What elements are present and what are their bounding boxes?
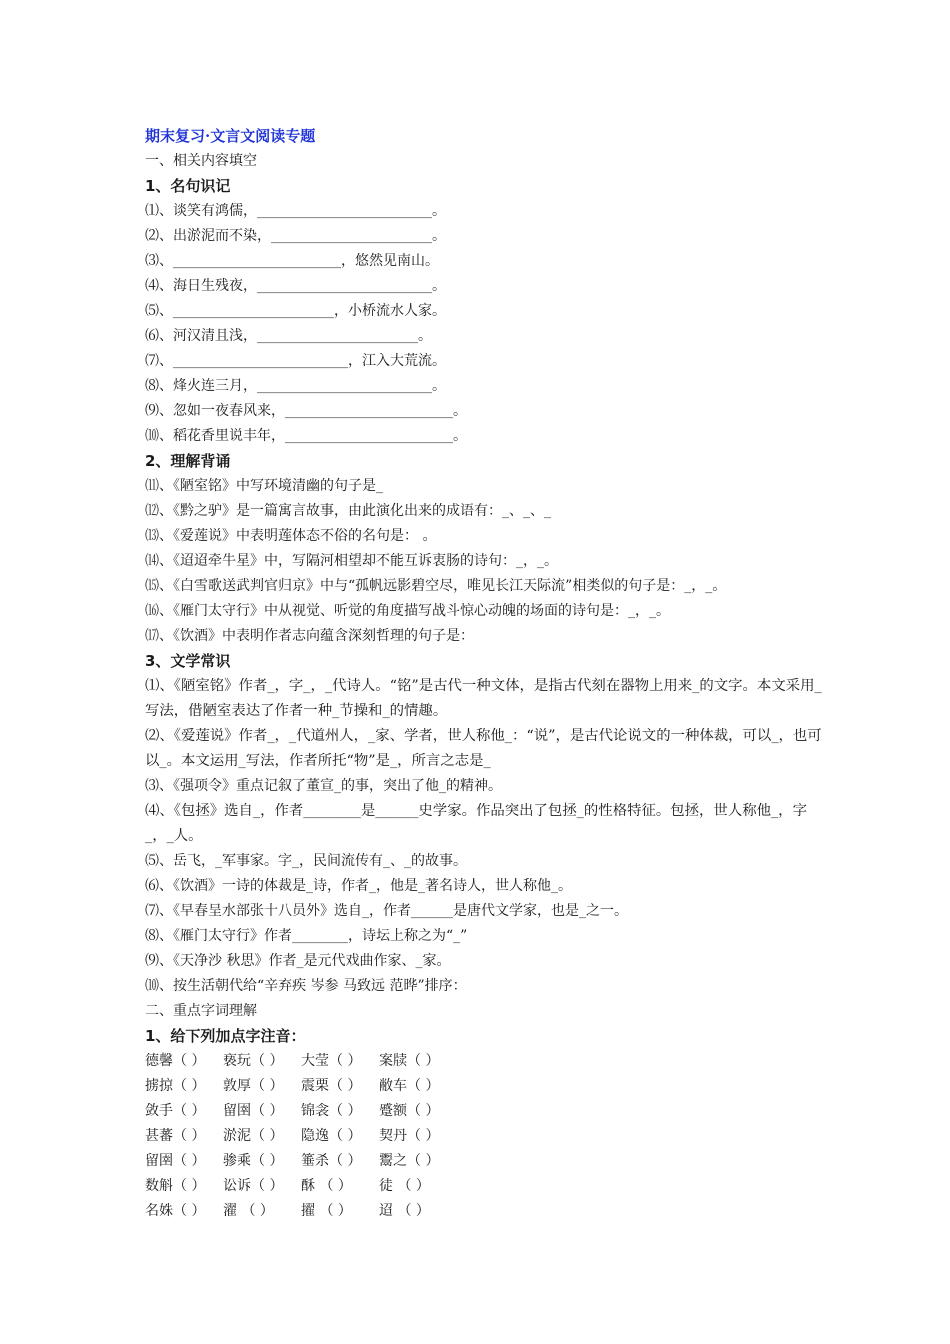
grid-cell: 案牍（ ） xyxy=(379,1053,440,1069)
grid-row xyxy=(145,1199,825,1224)
grid-cell: 迢 （ ） xyxy=(379,1203,430,1219)
question-line: ⑸、_______________________，小桥流水人家。 xyxy=(145,303,446,319)
grid-cell: 濯 （ ） xyxy=(223,1203,274,1219)
grid-cell: 敦厚（ ） xyxy=(223,1078,284,1094)
grid-cell: 隐逸（ ） xyxy=(301,1128,362,1144)
question-line: ⑷、海日生残夜，_________________________。 xyxy=(145,278,446,294)
question-paragraph: ⑵、《爱莲说》作者_，_代道州人，_家、学者，世人称他_：“说”，是古代论说文的一种体裁，可以_，也可以_。本文运用_写法，作者所托“物”是_，所言之志是_ xyxy=(145,728,822,769)
grid-cell: 骖乘（ ） xyxy=(223,1153,284,1169)
question-paragraph: ⑷、《包拯》选自_，作者________是______史学家。作品突出了包拯_的性格特征。包拯，世人称他_，字_，_人。 xyxy=(145,803,807,844)
grid-cell: 留圉（ ） xyxy=(223,1103,284,1119)
grid-cell: 敛手（ ） xyxy=(145,1103,206,1119)
question-line: ⑹、河汉清且浅，_______________________。 xyxy=(145,328,432,344)
section-heading: 1、名句识记 xyxy=(145,177,231,195)
question-line: ⑹、《饮酒》一诗的体裁是_诗，作者_，他是_著名诗人，世人称他_。 xyxy=(145,878,572,894)
section-heading: 2、理解背诵 xyxy=(145,452,231,470)
question-line: ⑵、出淤泥而不染，_______________________。 xyxy=(145,228,446,244)
grid-cell: 淤泥（ ） xyxy=(223,1128,284,1144)
grid-cell: 留圉（ ） xyxy=(145,1153,206,1169)
grid-cell: 掳掠（ ） xyxy=(145,1078,206,1094)
grid-cell: 亵玩（ ） xyxy=(223,1053,284,1069)
grid-cell: 甚蕃（ ） xyxy=(145,1128,206,1144)
question-line: ⑺、_________________________，江入大荒流。 xyxy=(145,353,446,369)
page-title: 期末复习·文言文阅读专题 xyxy=(145,127,316,145)
grid-cell: 契丹（ ） xyxy=(379,1128,440,1144)
question-line: ⑽、稻花香里说丰年，________________________。 xyxy=(145,428,467,444)
grid-row xyxy=(145,1149,825,1174)
question-line: ⑽、按生活朝代给“辛弃疾 岑参 马致远 范晔”排序： xyxy=(145,978,467,994)
question-line: ⒁、《迢迢牵牛星》中，写隔河相望却不能互诉衷肠的诗句：_，_。 xyxy=(145,553,558,569)
question-line: ⑾、《陋室铭》中写环境清幽的句子是_ xyxy=(145,478,383,494)
question-line: ⑶、《强项令》重点记叙了董宣_的事，突出了他_的精神。 xyxy=(145,778,502,794)
question-line: ⑸、岳飞，_军事家。字_，民间流传有_、_的故事。 xyxy=(145,853,467,869)
grid-cell: 德馨（ ） xyxy=(145,1053,206,1069)
grid-row xyxy=(145,1124,825,1149)
grid-cell: 敝车（ ） xyxy=(379,1078,440,1094)
question-line: ⑻、烽火连三月，_________________________。 xyxy=(145,378,446,394)
question-line: ⑼、忽如一夜春风来，________________________。 xyxy=(145,403,467,419)
grid-row xyxy=(145,1049,825,1074)
grid-row xyxy=(145,1099,825,1124)
grid-cell: 鬻之（ ） xyxy=(379,1153,440,1169)
part-heading: 二、重点字词理解 xyxy=(145,1003,257,1019)
grid-cell: 锦衾（ ） xyxy=(301,1103,362,1119)
section-heading: 3、文学常识 xyxy=(145,652,231,670)
part-heading: 一、相关内容填空 xyxy=(145,153,257,169)
section-heading: 1、给下列加点字注音： xyxy=(145,1027,306,1045)
question-line: ⑺、《早春呈水部张十八员外》选自_，作者______是唐代文学家，也是_之一。 xyxy=(145,903,628,919)
pinyin-grid xyxy=(145,1049,825,1224)
question-paragraph: ⑴、《陋室铭》作者_，字_，_代诗人。“铭”是古代一种文体，是指古代刻在器物上用来_的文字。本文采用_写法，借陋室表达了作者一种_节操和_的情趣。 xyxy=(145,678,822,719)
grid-cell: 震栗（ ） xyxy=(301,1078,362,1094)
document-body xyxy=(145,124,825,1224)
grid-row xyxy=(145,1174,825,1199)
grid-cell: 讼诉（ ） xyxy=(223,1178,284,1194)
question-line: ⒄、《饮酒》中表明作者志向蕴含深刻哲理的句子是： xyxy=(145,628,474,644)
question-line: ⒃、《雁门太守行》中从视觉、听觉的角度描写战斗惊心动魄的场面的诗句是：_，_。 xyxy=(145,603,670,619)
question-line: ⑴、谈笑有鸿儒，_________________________。 xyxy=(145,203,446,219)
grid-cell: 蹙额（ ） xyxy=(379,1103,440,1119)
grid-cell: 数斛（ ） xyxy=(145,1178,206,1194)
grid-cell: 擢 （ ） xyxy=(301,1203,352,1219)
grid-cell: 大莹（ ） xyxy=(301,1053,362,1069)
grid-cell: 酥 （ ） xyxy=(301,1178,352,1194)
question-line: ⒂、《白雪歌送武判官归京》中与“孤帆远影碧空尽，唯见长江天际流”相类似的句子是：_，_。 xyxy=(145,578,727,594)
question-line: ⑼、《天净沙 秋思》作者_是元代戏曲作家、_家。 xyxy=(145,953,451,969)
question-line: ⑻、《雁门太守行》作者________，诗坛上称之为“_” xyxy=(145,928,468,944)
question-line: ⑶、________________________，悠然见南山。 xyxy=(145,253,439,269)
grid-cell: 箠杀（ ） xyxy=(301,1153,362,1169)
grid-row xyxy=(145,1074,825,1099)
grid-cell: 名姝（ ） xyxy=(145,1203,206,1219)
question-line: ⑿、《黔之驴》是一篇寓言故事，由此演化出来的成语有：_、_、_ xyxy=(145,503,551,519)
grid-cell: 徒 （ ） xyxy=(379,1178,430,1194)
question-line: ⒀、《爱莲说》中表明莲体态不俗的名句是： 。 xyxy=(145,528,437,544)
